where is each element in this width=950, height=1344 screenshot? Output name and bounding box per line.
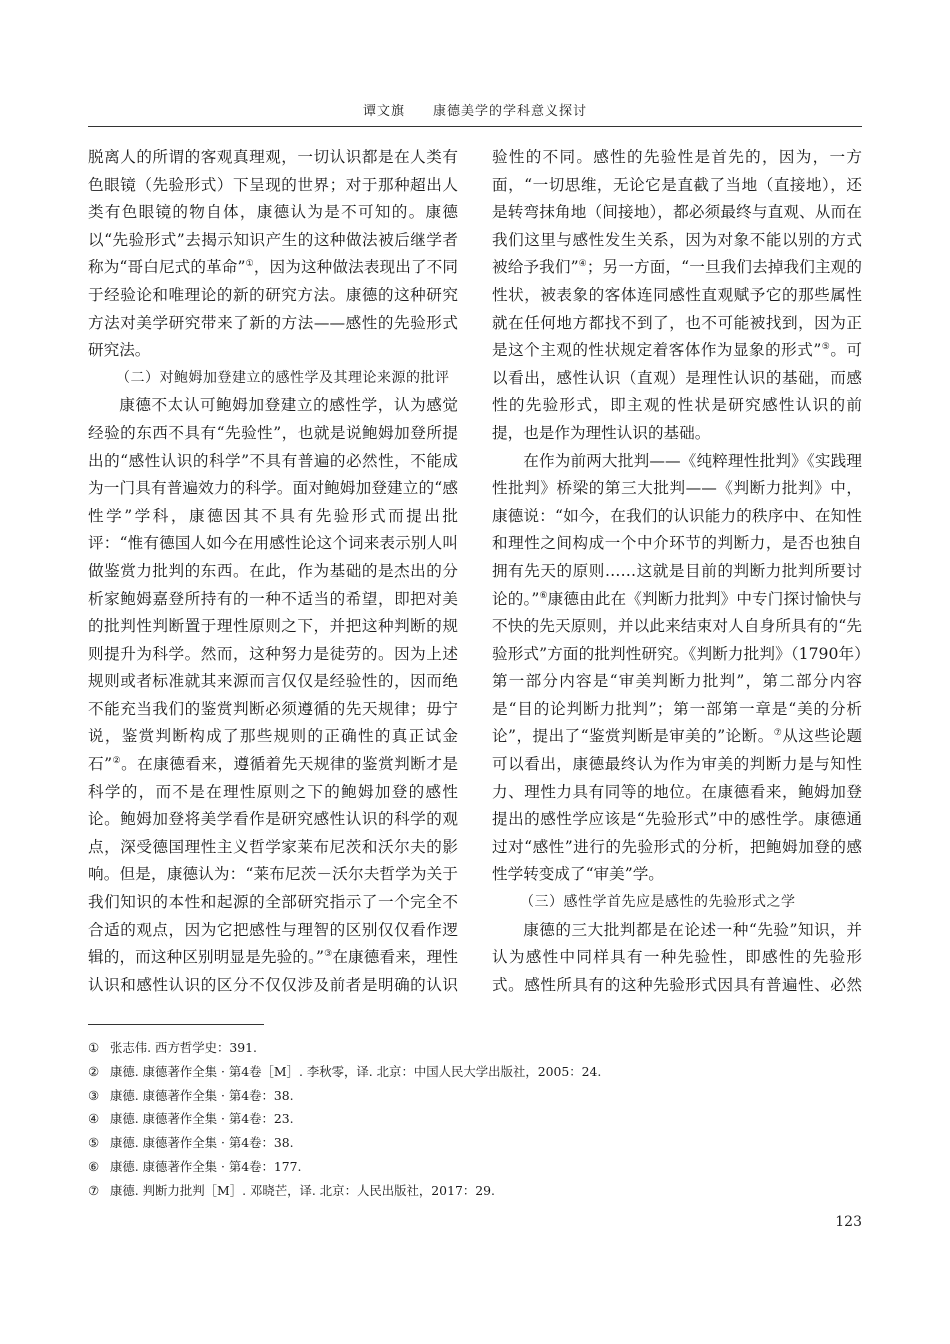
running-header <box>88 100 862 119</box>
footnote-ref: ④ <box>578 259 587 270</box>
footnote-item: ① 张志伟. 西方哲学史：391. <box>88 1040 257 1055</box>
footnote-item: ⑤ 康德. 康德著作全集 · 第4卷：38. <box>88 1135 294 1151</box>
footnote-item: ④ 康德. 康德著作全集 · 第4卷：23. <box>88 1111 294 1127</box>
paragraph: 康德的三大批判都是在论述一种“先验”知识，并认为感性中同样具有一种先验性，即感性的先验形式。感性所具有的这种先验形式因具有普遍性、必然 <box>492 920 862 994</box>
paragraph: 脱离人的所谓的客观真理观，一切认识都是在人类有色眼镜（先验形式）下呈现的世界；对于那种超出人类有色眼镜的物自体，康德认为是不可知的。康德以“先验形式”去揭示知识产生的这种做法被后继学者称为“哥白尼式的革命”①，因为这种做法表现出了不同于经验论和唯理论的新的研究方法。康德的这种研究方法对美学研究带来了新的方法——感性的先验形式研究法。 <box>88 148 458 360</box>
footnote-ref: ③ <box>324 949 333 960</box>
header-divider <box>88 126 862 127</box>
paragraph: 在作为前两大批判——《纯粹理性批判》《实践理性批判》桥梁的第三大批判——《判断力批判》中，康德说：“如今，在我们的认识能力的秩序中、在知性和理性之间构成一个中介环节的判断力，是否也独自拥有先天的原则……这就是目前的判断力批判所要讨论的。”⑥康德由此在《判断力批判》中专门探讨愉快与不快的先天原则，并以此来结束对人自身所具有的“先验形式”方面的批判性研究。《判断力批判》（1790年）第一部分内容是“审美判断力批判”，第二部分内容是“目的论判断力批判”；第一部第一章是“美的分析论”，提出了“鉴赏判断是审美的”论断。⑦从这些论题可以看出，康德最终认为作为审美的判断力是与知性力、理性力具有同等的地位。在康德看来，鲍姆加登提出的感性学应该是“先验形式”中的感性学。康德通过对“感性”进行的先验形式的分析，把鲍姆加登的感性学转变成了“审美”学。 <box>492 451 862 884</box>
footnote-ref: ⑦ <box>773 728 783 739</box>
footnote-ref: ② <box>112 755 122 766</box>
header-author: 谭文旗 <box>362 104 405 119</box>
footnote-item: ② 康德. 康德著作全集 · 第4卷［M］. 李秋零，译. 北京：中国人民大学出版社，2005：24. <box>88 1063 602 1079</box>
paragraph: 康德不太认可鲍姆加登建立的感性学，认为感觉经验的东西不具有“先验性”，也就是说鲍姆加登所提出的“感性认识的科学”不具有普遍的必然性，不能成为一门具有普遍效力的科学。面对鲍姆加登建立的“感性学”学科，康德因其不具有先验形式而提出批评：“惟有德国人如今在用感性论这个词来表示别人叫做鉴赏力批判的东西。在此，作为基础的是杰出的分析家鲍姆嘉登所持有的一种不适当的希望，即把对美的批判性判断置于理性原则之下，并把这种判断的规则提升为科学。然而，这种努力是徒劳的。因为上述规则或者标准就其来源而言仅仅是经验性的，因而绝不能充当我们的鉴赏判断必须遵循的先天规律；毋宁说，鉴赏判断构成了那些规则的正确性的真正试金石”②。在康德看来，遵循着先天规律的鉴赏判断才是科学的，而不是在理性原则之下的鲍姆加登的感性论。鲍姆加登将美学看作是研究感性认识的科学的观点，深受德国理性主义哲学家莱布尼茨和沃尔夫的影响。但是，康德认为：“莱布尼茨－沃尔夫哲学为关于我们知识的本性和起源的全部研究指示了一个完全不合适的观点，因为它把感性与理智的区别仅仅看作逻辑的，而这种区别明显是先验的。”③在康德看来，理性认识和感性认识的区分不仅仅涉及前者是明确的认识 <box>88 396 458 994</box>
header-title: 康德美学的学科意义探讨 <box>433 104 588 119</box>
section-heading: （三）感性学首先应是感性的先验形式之学 <box>520 894 796 911</box>
left-column <box>88 144 458 996</box>
paragraph: 验性的不同。感性的先验性是首先的，因为，一方面，“一切思维，无论它是直截了当地（直接地），还是转弯抹角地（间接地），都必须最终与直观、从而在我们这里与感性发生关系，因为对象不能以别的方式被给予我们”④；另一方面，“一旦我们去掉我们主观的性状，被表象的客体连同感性直观赋予它的那些属性就在任何地方都找不到了，也不可能被找到，因为正是这个主观的性状规定着客体作为显象的形式”⑤。可以看出，感性认识（直观）是理性认识的基础，而感性的先验形式，即主观的性状是研究感性认识的前提，也是作为理性认识的基础。 <box>492 148 862 442</box>
footnote-item: ⑥ 康德. 康德著作全集 · 第4卷：177. <box>88 1158 302 1174</box>
footnote-item: ⑦ 康德. 判断力批判［M］. 邓晓芒，译. 北京：人民出版社，2017：29. <box>88 1182 495 1198</box>
footnote-ref: ⑤ <box>821 341 831 352</box>
section-heading: （二）对鲍姆加登建立的感性学及其理论来源的批评 <box>116 369 450 386</box>
footnote-item: ③ 康德. 康德著作全集 · 第4卷：38. <box>88 1087 294 1103</box>
footnote-divider <box>88 1024 264 1025</box>
right-column <box>492 144 862 996</box>
footnote-ref: ⑥ <box>539 590 548 601</box>
footnote-ref: ① <box>245 259 254 270</box>
page-number: 123 <box>835 1214 862 1230</box>
footnotes <box>88 1036 862 1203</box>
